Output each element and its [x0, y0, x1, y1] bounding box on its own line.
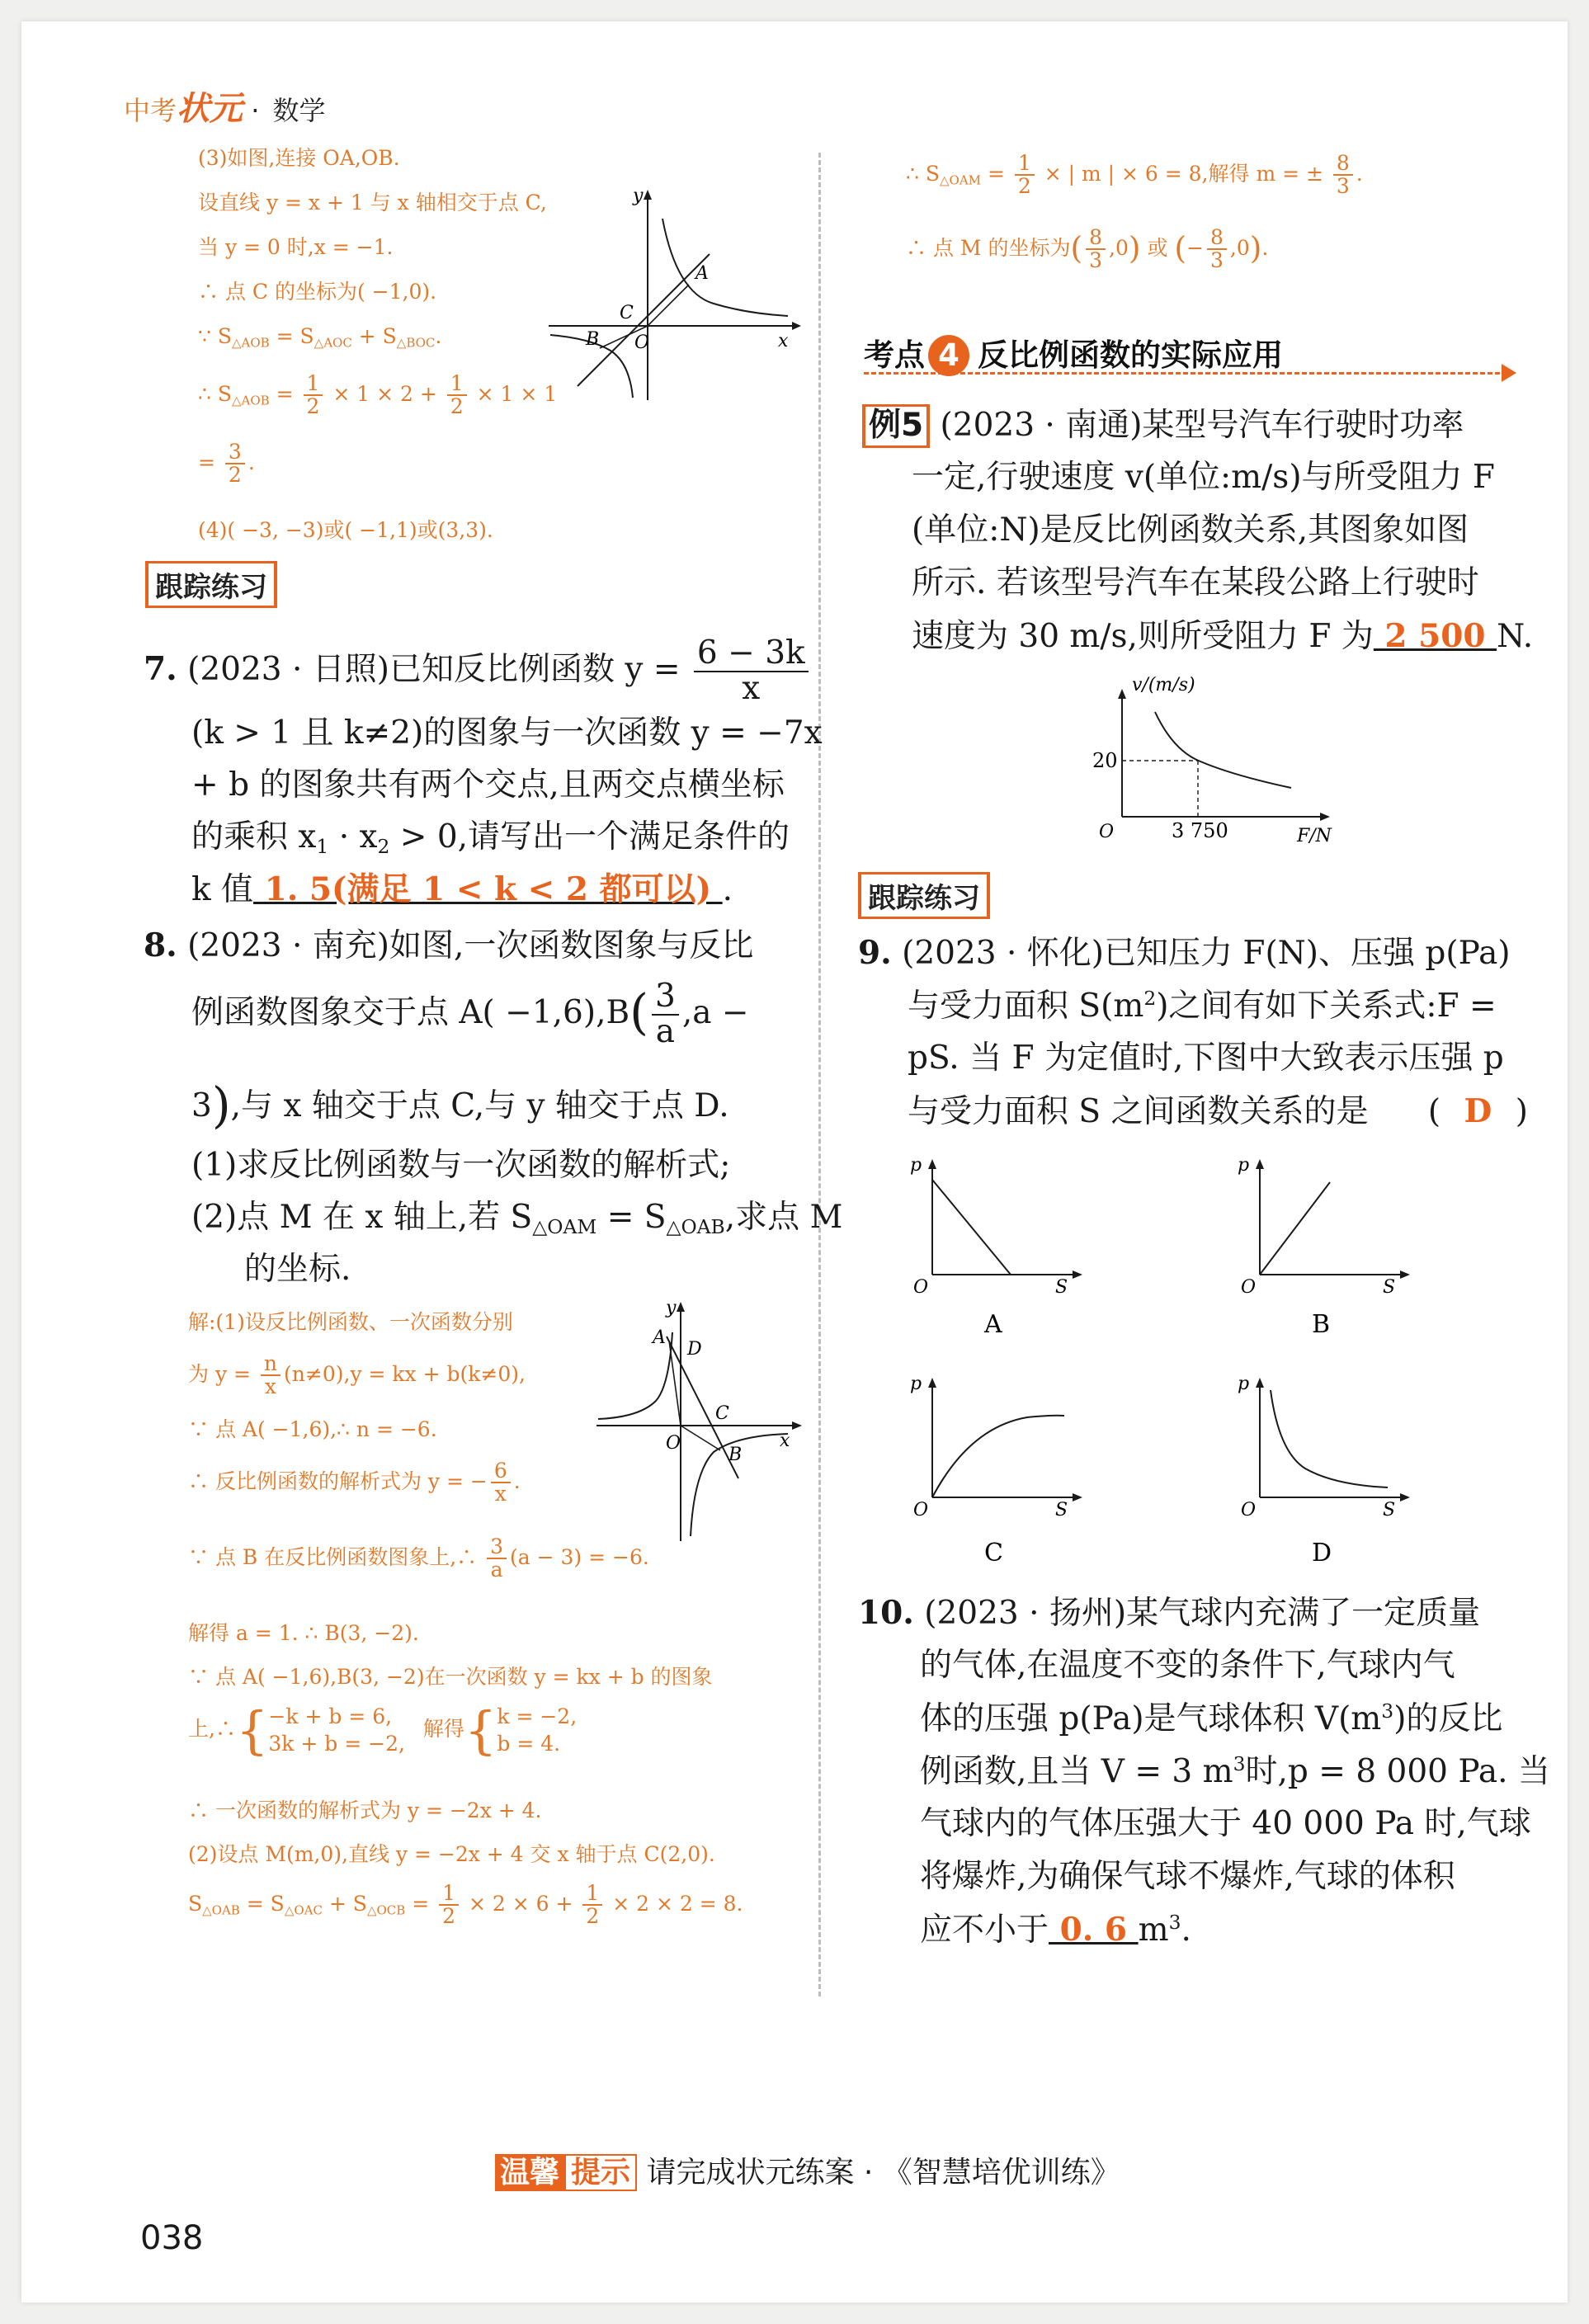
hyperbola-branch-1 [662, 219, 788, 316]
q10-line7: 应不小于 0. 6 $m^3$. [920, 1911, 1191, 1949]
ex5-line4: 所示. 若该型号汽车在某段公路上行驶时 [912, 564, 1479, 601]
x-axis-arrow [792, 322, 801, 330]
option-C-label: C [984, 1539, 1003, 1567]
label-p: p [910, 1155, 922, 1176]
ex5-answer-fill: 2 500 [1373, 617, 1497, 655]
sol8-line3: ∵ 点 A( −1,6),∴ n = −6. [188, 1417, 437, 1441]
section-heading [864, 330, 1283, 376]
sol3-line1: (3)如图,连接 OA,OB. [198, 146, 400, 170]
q7-answer-fill: 1. 5(满足 1 < k < 2 都可以) [253, 870, 723, 908]
decreasing-line [932, 1180, 1011, 1275]
tracking-practice-label-left: 跟踪练习 [145, 561, 277, 608]
fig2-label-x: x [780, 1431, 790, 1451]
fig2-label-O: O [666, 1433, 681, 1454]
q10-line3: 体的压强 p(Pa)是气球体积 $V(m^3)$的反比 [920, 1699, 1503, 1738]
q7-line3: + b 的图象共有两个交点,且两交点横坐标 [191, 766, 785, 804]
arrow-right-icon [1502, 364, 1516, 382]
label-S: S [1383, 1500, 1396, 1520]
y-axis-arrow [928, 1378, 936, 1388]
q10-line6: 将爆炸,为确保气球不爆炸,气球的体积 [920, 1858, 1455, 1895]
fig1-label-O: O [634, 332, 650, 353]
header-prefix: 中考 [124, 95, 177, 126]
ex5-line2: 一定,行驶速度 v(单位:m/s)与所受阻力 F [912, 459, 1495, 496]
q8-line2: 例函数图象交于点 A( −1,6),B( $\frac{3}{a}$ ,a − [191, 978, 749, 1050]
label-O: O [1241, 1500, 1257, 1520]
footer-tip [495, 2149, 1120, 2191]
y-axis-arrow [1118, 689, 1126, 699]
sol8-line2: 为 y = $\frac{n}{x}$ (n≠0),y = kx + b(k≠0), [188, 1351, 526, 1399]
y-axis-arrow [1256, 1378, 1264, 1388]
tracking-practice-label-right: 跟踪练习 [858, 872, 990, 919]
sol3-line3: 当 y = 0 时,x = −1. [198, 235, 394, 259]
sol8-line11: $S_{\triangle OAB} = S_{\triangle OAC} + S_{\triangle OCB}$ = $\frac{1}{2}$ × 2 × 6 + $\frac{1}{2}$ × 2 × 2 = 8. [188, 1881, 743, 1929]
fig1-label-C: C [620, 303, 634, 323]
q9-line4: 与受力面积 S 之间函数关系的是 ( D ) [908, 1092, 1528, 1130]
q10-line2: 的气体,在温度不变的条件下,气球内气 [920, 1647, 1455, 1684]
sol8-line4: ∴ 反比例函数的解析式为 y = − $\frac{6}{x}$ . [188, 1459, 521, 1506]
q9-line3: pS. 当 F 为定值时,下图中大致表示压强 p [908, 1039, 1504, 1077]
figure-q8 [590, 1295, 809, 1543]
q8-line5: (2)点 M 在 x 轴上,若 $S_{\triangle OAM} = S_{\triangle OAB}$,求点 M [191, 1199, 843, 1239]
fig2-label-C: C [715, 1403, 729, 1424]
q9-answer: D [1464, 1092, 1492, 1130]
figure-ex5-v-F [1081, 672, 1345, 846]
sol8-line9: ∴ 一次函数的解析式为 y = −2x + 4. [188, 1798, 542, 1822]
sol8-line8: 上,∴{−k + b = 6, 3k + b = −2, 解得{k = −2, b = 4. [188, 1699, 578, 1761]
q8-line3: 3),与 x 轴交于点 C,与 y 轴交于点 D. [191, 1077, 729, 1134]
sol8-line7: ∵ 点 A( −1,6),B(3, −2)在一次函数 y = kx + b 的图象 [188, 1665, 713, 1689]
q10-line4: 例函数,且当 V = 3 $m^3$时,p = 8 000 Pa. 当 [920, 1752, 1550, 1791]
page-header [124, 82, 326, 130]
increasing-line [1260, 1182, 1330, 1275]
fig2-label-B: B [728, 1445, 743, 1465]
label-O: O [913, 1277, 929, 1298]
column-divider [818, 153, 821, 1996]
label-S: S [1055, 1277, 1068, 1298]
tip-badge-2: 提示 [564, 2154, 637, 2191]
sol8-line5: ∵ 点 B 在反比例函数图象上,∴ $\frac{3}{a}$ (a − 3) = −6. [188, 1534, 649, 1582]
ex5-line1: 例5 (2023 · 南通)某型号汽车行驶时功率 [862, 404, 1464, 448]
option-A-label: A [984, 1310, 1002, 1339]
sol8-line10: (2)设点 M(m,0),直线 y = −2x + 4 交 x 轴于点 C(2,0). [188, 1842, 715, 1866]
section-label: 考点 [864, 337, 925, 373]
x-axis-arrow [1073, 1270, 1082, 1279]
fig1-label-x: x [778, 331, 789, 351]
section-divider [864, 372, 1507, 375]
sol3-line8: (4)( −3, −3)或( −1,1)或(3,3). [198, 518, 493, 542]
page-number: 038 [140, 2219, 204, 2257]
sol8-cont-line2: ∴ 点 M 的坐标为( $\frac{8}{3}$ ,0) 或 (− $\frac{8}{3}$ ,0). [906, 225, 1269, 273]
line-y-x-plus-1 [578, 254, 710, 386]
option-B-label: B [1312, 1310, 1331, 1339]
sol3-line2: 设直线 y = x + 1 与 x 轴相交于点 C, [198, 191, 547, 214]
x-axis-arrow [1400, 1270, 1410, 1279]
section-number-badge: 4 [928, 335, 969, 376]
y-axis-arrow [677, 1302, 685, 1312]
sol8-line6: 解得 a = 1. ∴ B(3, −2). [188, 1621, 419, 1645]
q9-line1: 9. (2023 · 怀化)已知压力 F(N)、压强 p(Pa) [858, 934, 1511, 972]
label-S: S [1383, 1277, 1396, 1298]
q7-line2: (k > 1 且 k≠2)的图象与一次函数 y = −7x [191, 714, 823, 752]
hyperbola-curve [1271, 1390, 1388, 1487]
q10-line5: 气球内的气体压强大于 40 000 Pa 时,气球 [920, 1805, 1531, 1842]
header-brand-logo: 状元 [177, 90, 243, 128]
figure-hyperbola-line [540, 181, 804, 404]
y-axis-arrow [1256, 1159, 1264, 1169]
fig1-label-B: B [586, 329, 600, 350]
sol8-line1: 解:(1)设反比例函数、一次函数分别 [188, 1310, 513, 1334]
q10-line1: 10. (2023 · 扬州)某气球内充满了一定质量 [858, 1594, 1481, 1632]
sol3-line5: ∵ $S_{\triangle AOB} = S_{\triangle AOC} + S_{\triangle BOC}$. [198, 324, 442, 351]
fig3-ylabel: v/(m/s) [1132, 675, 1195, 695]
fig3-origin: O [1099, 822, 1115, 842]
fig3-xtick: 3 750 [1172, 819, 1228, 842]
fig3-ytick: 20 [1092, 749, 1118, 772]
fig1-label-y: y [633, 186, 644, 206]
q9-option-D-graph [1223, 1369, 1429, 1567]
label-O: O [1241, 1277, 1257, 1298]
x-axis-arrow [792, 1421, 802, 1430]
q10-answer-fill: 0. 6 [1049, 1911, 1139, 1949]
fig2-label-y: y [666, 1298, 677, 1318]
y-axis-arrow [928, 1159, 936, 1169]
fig2-label-D: D [687, 1339, 702, 1360]
fig2-label-A: A [653, 1327, 666, 1348]
x-axis-arrow [1400, 1493, 1410, 1501]
y-axis-arrow [644, 190, 652, 200]
q7-line5: k 值 1. 5(满足 1 < k < 2 都可以) . [191, 870, 733, 908]
option-D-label: D [1312, 1539, 1332, 1567]
q8-line4: (1)求反比例函数与一次函数的解析式; [191, 1147, 731, 1184]
q9-option-A-graph [895, 1151, 1101, 1341]
header-subject: 数学 [272, 95, 326, 126]
example-tag: 例5 [862, 404, 930, 448]
header-dot: · [251, 95, 260, 126]
q7-line4: 的乘积 $x_1 \cdot x_2 > 0$,请写出一个满足条件的 [191, 818, 790, 859]
fig3-xlabel: F/N [1297, 826, 1332, 846]
v-F-curve [1155, 712, 1291, 788]
q9-option-C-graph [895, 1369, 1101, 1567]
label-p: p [1238, 1155, 1250, 1176]
segment-OA [648, 285, 689, 326]
section-title: 反比例函数的实际应用 [978, 337, 1283, 373]
label-p: p [1238, 1374, 1250, 1394]
q7-line1: 7. (2023 · 日照)已知反比例函数 y = $\frac{6 - 3k}{x}$ [144, 637, 812, 706]
label-O: O [913, 1500, 929, 1520]
concave-curve [932, 1416, 1064, 1497]
ex5-line3: (单位:N)是反比例函数关系,其图象如图 [912, 511, 1469, 549]
x-axis-arrow [1073, 1493, 1082, 1501]
label-p: p [910, 1374, 922, 1394]
sol3-line4: ∴ 点 C 的坐标为( −1,0). [198, 280, 437, 304]
label-S: S [1055, 1500, 1068, 1520]
q8-line6: 的坐标. [244, 1251, 351, 1288]
tip-badge-1: 温馨 [495, 2154, 564, 2191]
q9-line2: 与受力面积 $S(m^2)$之间有如下关系式:F = [908, 987, 1497, 1025]
sol3-line6: ∴ $S_{\triangle AOB}$ = $\frac{1}{2}$ × 1 × 2 + $\frac{1}{2}$ × 1 × 1 [198, 371, 558, 419]
sol8-cont-line1: ∴ $S_{\triangle OAM}$ = $\frac{1}{2}$ × | m | × 6 = 8,解得 m = ± $\frac{8}{3}$ . [906, 151, 1363, 199]
fig1-label-A: A [695, 263, 709, 284]
sol3-line7: = $\frac{3}{2}$ . [198, 440, 255, 488]
q9-option-B-graph [1223, 1151, 1429, 1341]
q8-line1: 8. (2023 · 南充)如图,一次函数图象与反比 [144, 926, 754, 964]
footer-text: 请完成状元练案 · 《智慧培优训练》 [637, 2156, 1120, 2190]
x-axis-arrow [1320, 813, 1330, 821]
ex5-line5: 速度为 30 m/s,则所受阻力 F 为 2 500 N. [912, 617, 1534, 655]
